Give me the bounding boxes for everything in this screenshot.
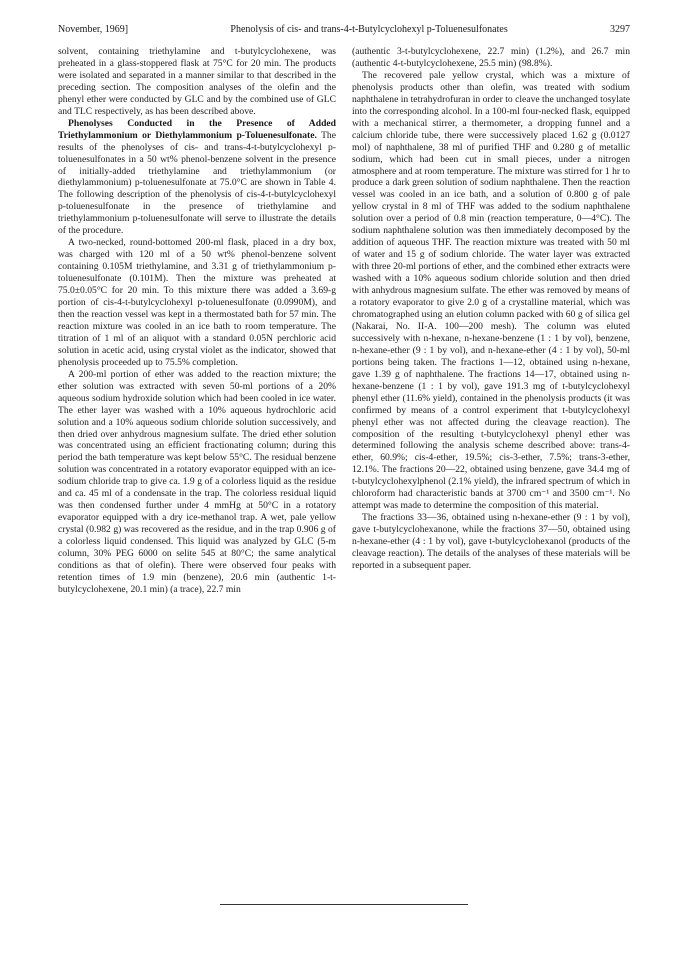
running-header [58,24,630,40]
paragraph-text: A two-necked, round-bottomed 200-ml flask, placed in a dry box, was charged with 120 ml of a 50 wt% phenol-benzene solvent containing 0.105M triethylamine, and 3.31 g of triethylammonium p-toluenesulfonate (0.101M). Then the mixture was preheated at 75.0±0.05°C for 20 min. To this mixture there was added a 3.69-g portion of cis-4-t-butylcyclohexyl p-toluenesulfonate (0.0990M), and then the reaction vessel was kept in a thermostated bath for 57 min. The reaction mixture was cooled in an ice bath to room temperature. The titration of 1 ml of an aliquot with a standard 0.05N perchloric acid solution in acetic acid, using crystal violet as the indicator, showed that phenolysis proceeded up to 75.5% completion. [58,237,336,368]
paragraph [58,237,336,368]
paragraph-text: The fractions 33—36, obtained using n-hexane-ether (9 : 1 by vol), gave t-butylcyclohexanone, while the fractions 37—50, obtained using n-hexane-ether (4 : 1 by vol), gave t-butylcyclohexanol (products of the cleavage reaction). The details of the analyses of these materials will be reported in a subsequent paper. [352,512,630,571]
paragraph [58,369,336,596]
paragraph [352,70,630,512]
paragraph-text: A 200-ml portion of ether was added to the reaction mixture; the ether solution was extracted with seven 50-ml portions of a 20% aqueous sodium hydroxide solution which had been cooled in ice water. The ether layer was washed with a 10% aqueous hydrochloric acid solution and a 10% aqueous sodium chloride solution successively, and then dried over anhydrous magnesium sulfate. The dried ether solution was concentrated using an efficient fractionating column; during this period the bath temperature was kept below 55°C. The residual benzene solution was concentrated in a rotatory evaporator equipped with an ice-sodium chloride trap to give ca. 1.9 g of a colorless liquid as the residue and ca. 45 ml of a condensate in the trap. The colorless residual liquid was then condensed further under 4 mmHg at 50°C in a rotatory evaporator equipped with a dry ice-methanol trap. A wet, pale yellow crystal (0.982 g) was recovered as the residue, and in the trap 0.906 g of a colorless liquid condensed. This liquid was analyzed by GLC (5-m column, 30% PEG 6000 on selite 545 at 80°C; the same analytical conditions as that of olefin). There were observed four peaks with retention times of 1.9 min (benzene), 20.6 min (authentic 1-t-butylcyclohexene, 20.1 min) (a trace), 22.7 min [58,368,336,595]
paragraph-text: (authentic 3-t-butylcyclohexene, 22.7 min) (1.2%), and 26.7 min (authentic 4-t-butylcyclohexene, 25.5 min) (98.8%). [352,46,630,69]
paragraph [58,46,336,118]
paragraph-text: The results of the phenolyses of cis- and trans-4-t-butylcyclohexyl p-toluenesulfonates in a 50 wt% phenol-benzene solvent in the presence of initially-added triethylamine and triethylammonium (or diethylammonium) p-toluenesulfonate at 75.0°C are shown in Table 4. The following description of the phenolysis of cis-4-t-butylcyclohexyl p-toluenesulfonate in the presence of triethylamine and triethylammonium p-toluenesulfonate will serve to illustrate the details of the procedure. [58,129,336,237]
left-column [58,46,336,596]
paragraph [352,46,630,70]
section-heading: Phenolyses Conducted in the Presence of Added Triethylammonium or Diethylammonium p-Toluenesulfonate. [58,117,336,141]
end-of-article-rule [220,904,468,905]
header-title: Phenolysis of cis- and trans-4-t-Butylcyclohexyl p-Toluenesulfonates [230,24,508,35]
header-page-number: 3297 [610,24,630,35]
paragraph [352,512,630,572]
header-date: November, 1969] [58,24,129,35]
right-column [352,46,630,572]
paragraph-text: solvent, containing triethylamine and t-butylcyclohexene, was preheated in a glass-stoppered flask at 75°C for 20 min. The products were isolated and separated in a manner similar to that described in the preceding section. The composition analyses of the olefin and the phenyl ether were conducted by GLC and by the combined use of GLC and TLC respectively, as has been described above. [58,46,336,117]
paragraph-text: The recovered pale yellow crystal, which was a mixture of phenolysis products other than olefin, was treated with sodium naphthalene in tetrahydrofuran in order to cleave the unchanged tosylate into the corresponding alcohol. In a 100-ml four-necked flask, equipped with a mechanical stirrer, a thermometer, a dropping funnel and a calcium chloride tube, there were successively placed 1.62 g (0.0127 mol) of naphthalene, 38 ml of purified THF and 0.280 g of metallic sodium, which had been cut in small pieces, under a nitrogen atmosphere and at room temperature. The mixture was stirred for 1 hr to produce a dark green solution of sodium naphthalene. Then the reaction vessel was cooled in an ice bath, and a solution of 0.800 g of pale yellow crystal in 8 ml of THF was added to the sodium naphthalene solution over a period of 0.8 min (reaction temperature, 0—4°C). The sodium naphthalene solution was then immediately decomposed by the addition of aqueous THF. The reaction mixture was treated with 50 ml of water and 15 g of sodium chloride. The water layer was extracted with three 20-ml portions of ether, and the combined ether extracts were washed with a 10% aqueous sodium chloride solution and then dried with anhydrous magnesium sulfate. The ether was removed by means of a rotatory evaporator to give 2.0 g of a crystalline material, which was chromatographed using an elution column packed with 60 g of silica gel (Nakarai, No. II-A. 100—200 mesh). The column was eluted successively with n-hexane, n-hexane-benzene (1 : 1 by vol), benzene, n-hexane-ether (9 : 1 by vol), and n-hexane-ether (4 : 1 by vol), 50-ml portions being taken. The fractions 1—12, obtained using n-hexane, gave 1.39 g of naphthalene. The fractions 14—17, obtained using n-hexane-benzene (1 : 1 by vol), gave 191.3 mg of t-butylcyclohexyl phenyl ether (11.6% yield), contained in the phenolysis products (it was confirmed by means of a control experiment that t-butylcyclohexyl phenyl ether was not affected during the cleavage reaction). The composition of the resulting t-butylcyclohexyl phenyl ether was determined following the analysis scheme described above: trans-4-ether, 60.9%; cis-4-ether, 19.5%; cis-3-ether, 7.5%; trans-3-ether, 12.1%. The fractions 20—22, obtained using benzene, gave 34.4 mg of t-butylcyclohexylphenol (2.1% yield), the infrared spectrum of which in chloroform had characteristic bands at 3700 cm⁻¹ and 3500 cm⁻¹. No attempt was made to determine the composition of this material. [352,69,630,512]
paragraph [58,118,336,238]
